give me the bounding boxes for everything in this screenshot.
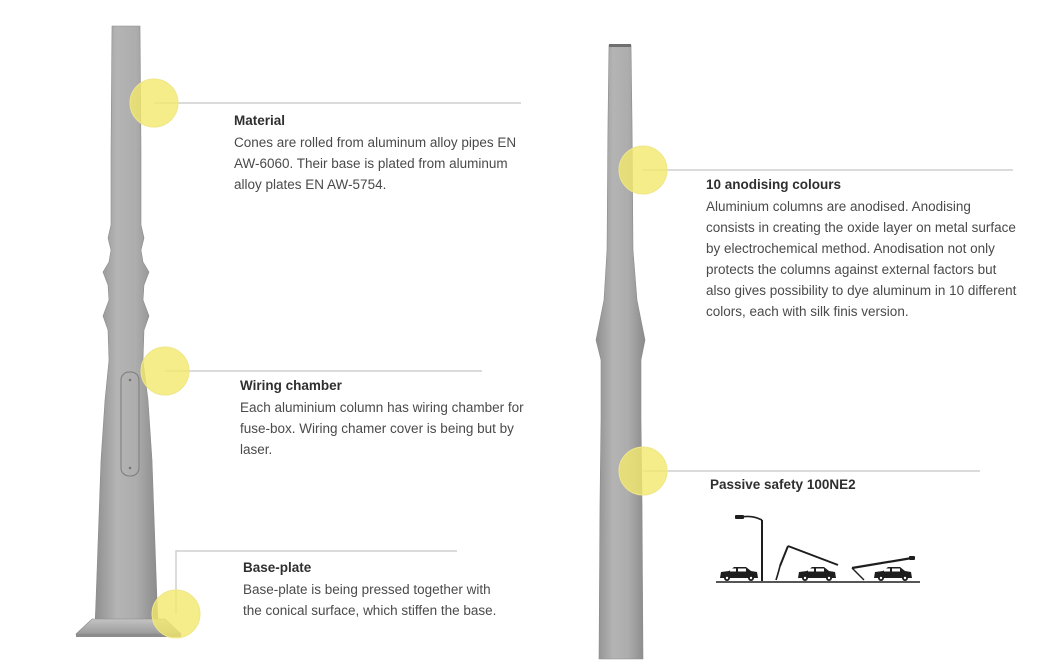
pole-diagram-right bbox=[596, 44, 645, 659]
marker-material bbox=[130, 79, 178, 127]
feature-material bbox=[234, 112, 529, 195]
feature-passive-safety bbox=[710, 476, 960, 496]
feature-wiring-title: Wiring chamber bbox=[240, 378, 342, 393]
marker-base-plate bbox=[152, 590, 200, 638]
feature-material-text: Cones are rolled from aluminum alloy pipes EN AW-6060. Their base is plated from aluminum alloy plates EN AW-5754. bbox=[234, 135, 517, 192]
feature-base-plate-title: Base-plate bbox=[243, 560, 312, 575]
marker-wiring bbox=[141, 347, 189, 395]
car-crash-icon bbox=[716, 515, 920, 582]
feature-wiring-chamber bbox=[240, 377, 525, 460]
feature-wiring-text: Each aluminium column has wiring chamber for fuse-box. Wiring chamer cover is being but by laser. bbox=[240, 400, 524, 457]
feature-anodising-text: Aluminium columns are anodised. Anodising consists in creating the oxide layer on metal surface by electrochemical method. Anodisation not only protects the columns against external factors but also gives possibility to dye aluminum in 10 different colors, each with silk finis version. bbox=[706, 199, 1017, 319]
feature-material-title: Material bbox=[234, 113, 286, 128]
feature-passive-safety-title: Passive safety 100NE2 bbox=[710, 477, 856, 492]
feature-anodising-title: 10 anodising colours bbox=[706, 177, 842, 192]
feature-base-plate-text: Base-plate is being pressed together with the conical surface, which stiffen the base. bbox=[243, 582, 497, 618]
feature-base-plate bbox=[243, 559, 508, 621]
feature-anodising bbox=[706, 176, 1021, 322]
marker-anodising bbox=[619, 146, 667, 194]
marker-passive-safety bbox=[619, 447, 667, 495]
